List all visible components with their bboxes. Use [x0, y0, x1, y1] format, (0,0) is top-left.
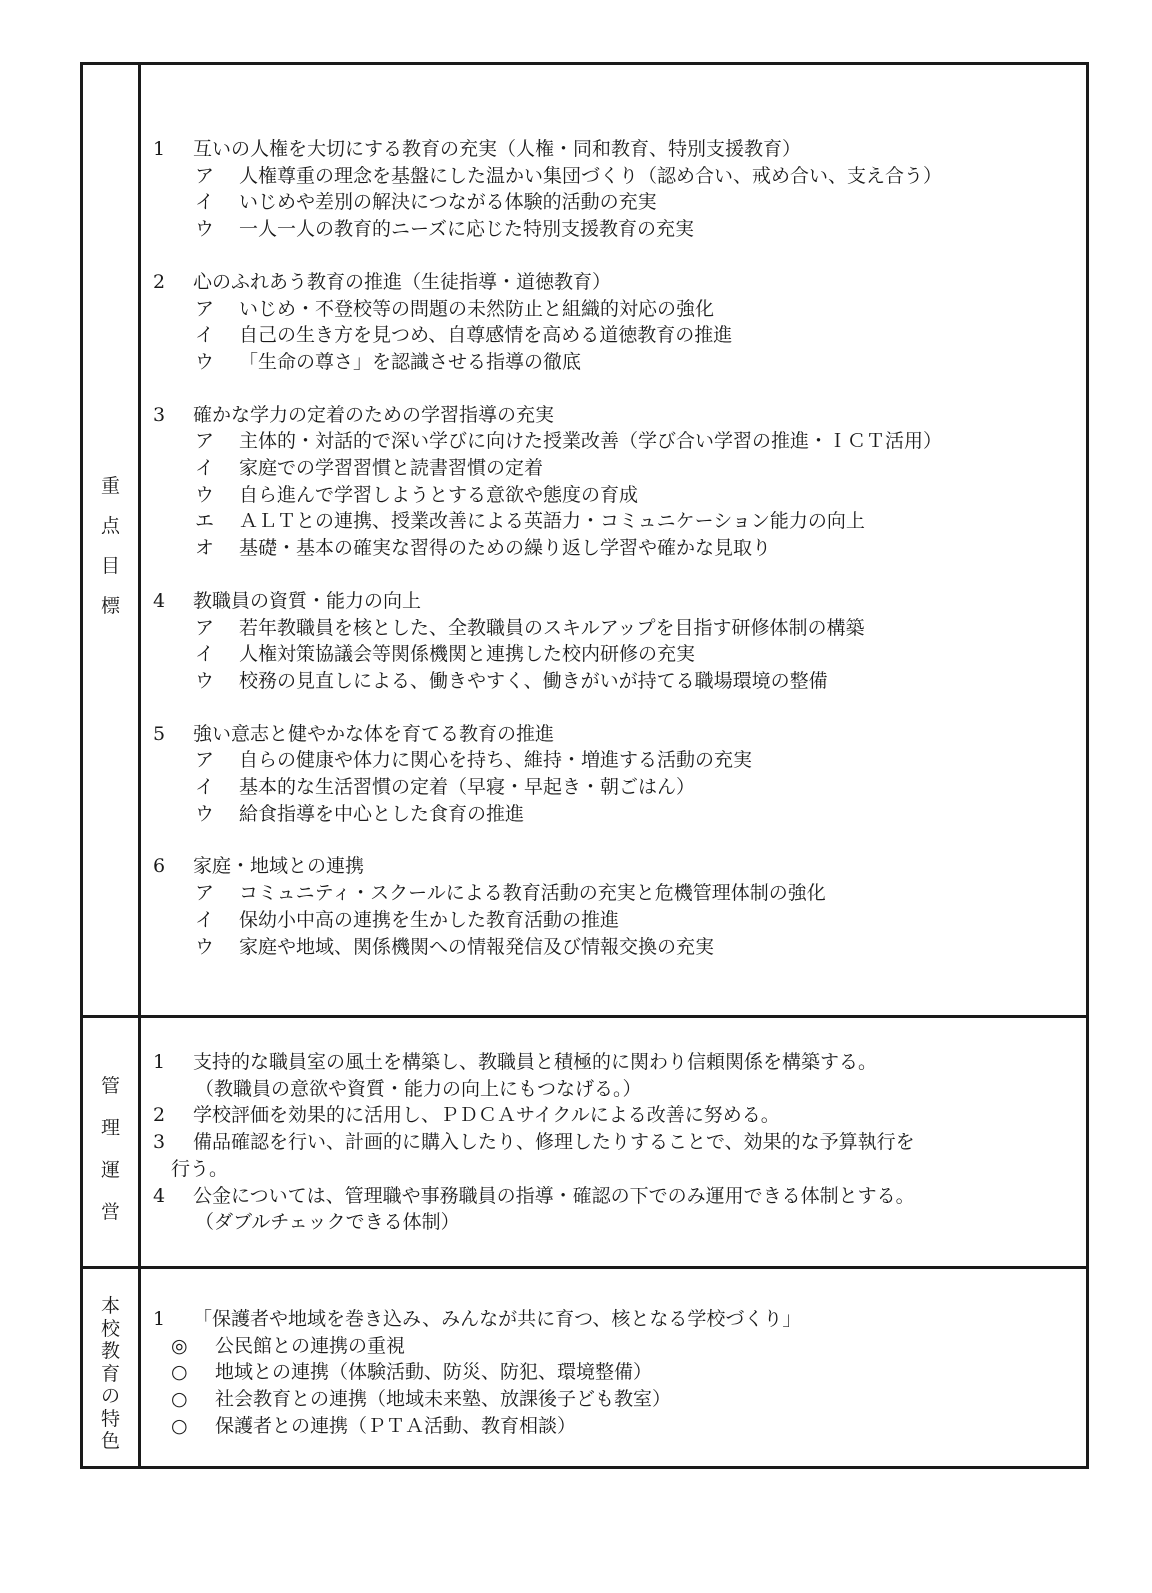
goal-title: 教職員の資質・能力の向上 — [193, 589, 422, 612]
column-divider — [138, 65, 141, 1466]
goal-group-5: 5 強い意志と健やかな体を育てる教育の推進 ア 自らの健康や体力に関心を持ち、維持・増進する活動の充実 イ 基本的な生活習慣の定着（早寝・早起き・朝ごはん） ウ 給食指導を中心とした食育の推進 — [153, 722, 753, 825]
goal-group-1: 1 互いの人権を大切にする教育の充実（人権・同和教育、特別支援教育） ア 人権尊重の理念を基盤にした温かい集団づくり（認め合い、戒め合い、支え合う） イ いじめや差別の解決につながる体験的活動の充実 ウ 一人一人の教育的ニーズに応じた特別支援教育の充実 — [153, 138, 943, 241]
management-content: 1 支持的な職員室の風土を構築し、教職員と積極的に関わり信頼関係を構築する。 （教職員の意欲や資質・能力の向上にもつなげる。） 2 学校評価を効果的に活用し、ＰＤＣＡサイクルによる改善に努める。 3 備品確認を行い、計画的に購入したり、修理したりすることで、効果的な予算執行を 行う。 4 公金については、管理職や事務職員の指導・確認の下でのみ運用できる体制とする。 （ダブルチェックできる体制） — [153, 1049, 1076, 1236]
goal-title: 心のふれあう教育の推進（生徒指導・道徳教育） — [193, 270, 612, 293]
goal-title: 互いの人権を大切にする教育の充実（人権・同和教育、特別支援教育） — [193, 138, 802, 160]
goal-group-2: 2 心のふれあう教育の推進（生徒指導・道徳教育） ア いじめ・不登校等の問題の未然防止と組織的対応の強化 イ 自己の生き方を見つめ、自尊感情を高める道徳教育の推進 ウ 「生命の尊さ」を認識させる指導の徹底 — [153, 270, 733, 373]
features-title: 1 「保護者や地域を巻き込み、みんなが共に育つ、核となる学校づくり」 — [153, 1308, 802, 1330]
row-divider-2 — [83, 1266, 1086, 1269]
label-goals: 重 点 目 標 — [100, 475, 120, 617]
goal-group-4: 4 教職員の資質・能力の向上 ア 若年教職員を核とした、全教職員のスキルアップを目指す研修体制の構築 イ 人権対策協議会等関係機関と連携した校内研修の充実 ウ 校務の見直しによる、働きやすく、働きがいが持てる職場環境の整備 — [153, 589, 865, 692]
feature-item: ○ 地域との連携（体験活動、防災、防犯、環境整備） — [171, 1361, 653, 1384]
goal-group-3: 3 確かな学力の定着のための学習指導の充実 ア 主体的・対話的で深い学びに向けた授業改善（学び合い学習の推進・ＩＣＴ活用） イ 家庭での学習習慣と読書習慣の定着 ウ 自ら進んで学習しようとする意欲や態度の育成 エ ＡＬＴとの連携、授業改善による英語力・コミュニケーション能力の向上 オ 基礎・基本の確実な習得のための繰り返し学習や確かな見取り — [153, 403, 943, 560]
goal-title: 強い意志と健やかな体を育てる教育の推進 — [193, 722, 555, 745]
goal-group-6: 6 家庭・地域との連携 ア コミュニティ・スクールによる教育活動の充実と危機管理体制の強化 イ 保幼小中高の連携を生かした教育活動の推進 ウ 家庭や地域、関係機関への情報発信及び情報交換の充実 — [153, 855, 826, 958]
feature-item: ○ 社会教育との連携（地域未来塾、放課後子ども教室） — [171, 1388, 672, 1411]
features-content — [153, 1306, 1076, 1440]
goal-title: 家庭・地域との連携 — [193, 855, 365, 878]
document-table — [80, 62, 1089, 1469]
management-item-4: 4 公金については、管理職や事務職員の指導・確認の下でのみ運用できる体制とする。 — [153, 1184, 915, 1207]
label-features: 本 校 教 育 の 特 色 — [100, 1295, 120, 1452]
management-item-1: 1 支持的な職員室の風土を構築し、教職員と積極的に関わり信頼関係を構築する。 — [153, 1051, 878, 1073]
management-item-2: 2 学校評価を効果的に活用し、ＰＤＣＡサイクルによる改善に努める。 — [153, 1104, 780, 1127]
feature-item: ○ 保護者との連携（ＰＴＡ活動、教育相談） — [171, 1414, 577, 1437]
goal-title: 確かな学力の定着のための学習指導の充実 — [193, 403, 555, 426]
management-item-3: 3 備品確認を行い、計画的に購入したり、修理したりすることで、効果的な予算執行を — [153, 1131, 915, 1154]
feature-item: ◎ 公民館との連携の重視 — [171, 1334, 406, 1357]
row-divider-1 — [83, 1015, 1086, 1018]
label-management: 管 理 運 営 — [100, 1075, 120, 1223]
goals-content — [153, 136, 1076, 986]
